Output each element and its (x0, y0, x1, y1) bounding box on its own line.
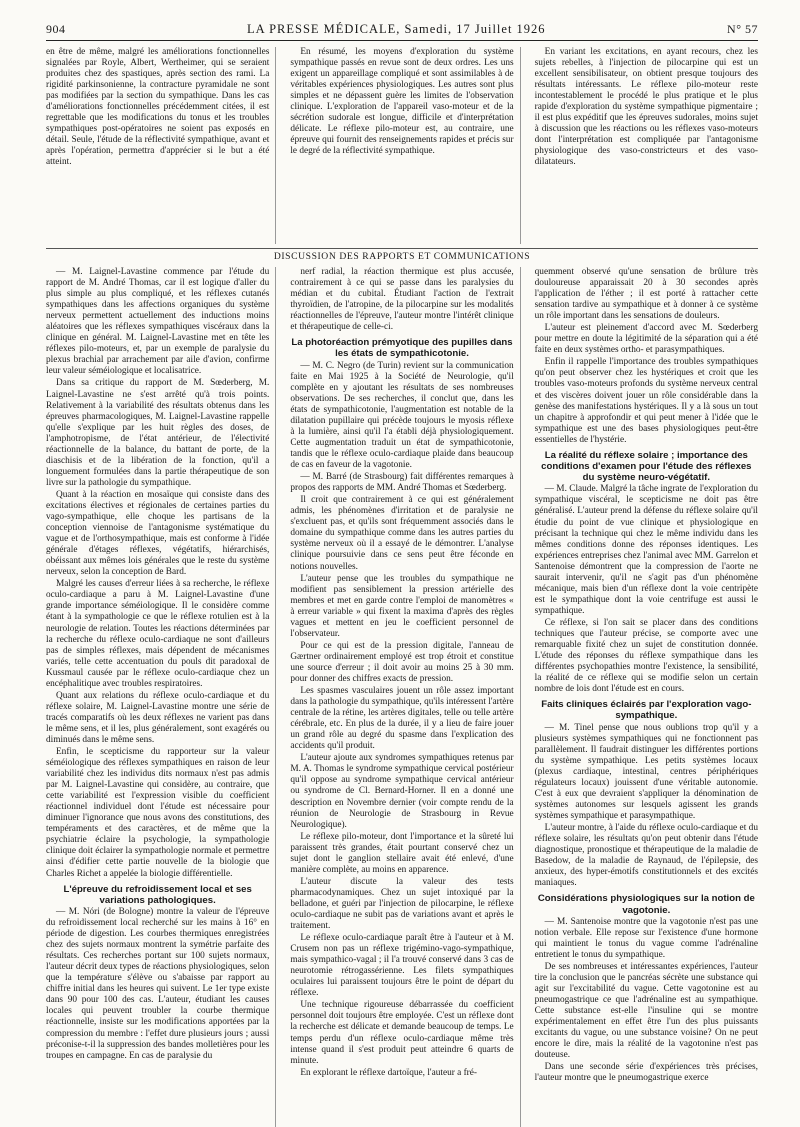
paragraph: — M. Tinel pense que nous oublions trop qu'il y a plusieurs systèmes sympathiques qui ne fonctionnent pas parallèlement. Il faudrait distinguer les différentes portions du système sympathique. Les petits systèmes locaux (plexus cardiaque, intestinal, centres périphériques régulateurs locaux) jouissent d'une véritable autonomie. C'est à eux que devraient s'appliquer la dénomination de systèmes autonomes sur lesquels agissent les grands systèmes sympathique et parasympathique. (534, 722, 758, 822)
paragraph: Malgré les causes d'erreur liées à sa recherche, le réflexe oculo-cardiaque a paru à M. Laignel-Lavastine d'une grande importance séméiologique. Il le considère comme étant à la sympathologie ce que le réflexe rotulien est à la neurologie de relation. Toutes les réactions déterminées par la recherche du réflexe oculo-cardiaque ne sont d'ailleurs pas de simples réflexes, mais dépendent de mécanismes variés, telle cette accentuation du pouls dit paradoxal de Kussmaul causée par le réflexe oculo-cardiaque chez un encéphalitique avec troubles respiratoires. (46, 579, 270, 689)
paragraph: Ce réflexe, si l'on sait se placer dans des conditions techniques que l'auteur précise, se comporte avec une remarquable fixité chez un sujet de constitution donnée. L'étude des réponses du réflexe sympathique dans les différentes psychopathies montre l'existence, la sensibilité, la réalité de ce réflexe qui se modifie selon un certain nombre de lois dont l'étude est en cours. (534, 617, 758, 695)
paragraph: En explorant le réflexe dartoïque, l'auteur a fré- (300, 1067, 478, 1078)
paragraph: Le réflexe pilo-moteur, dont l'importance et la sûreté lui paraissent très grandes, était pourtant conservé chez un sujet dont le ganglion stellaire avait été enlevé, d'une manière complète, au moins en apparence. (290, 831, 514, 875)
top-columns (46, 47, 758, 244)
paragraph: — M. Laignel-Lavastine commence par l'étude du rapport de M. André Thomas, car il est logique d'aller du plus simple au plus compliqué, et les réflexes cutanés sympathiques dans les affections organiques du système nerveux permettent actuellement des inductions moins aléatoires que les réflexes sympathiques viscéraux dans la clinique en général. M. Laignel-Lavastine met en tête les réflexes pilo-moteurs, et, par un exemple de paralysie du plexus brachial par arrachement par aile d'avion, confirme leur valeur séméiologique et localisatrice. (46, 267, 270, 377)
top-column-3 (535, 47, 758, 244)
paragraph: nerf radial, la réaction thermique est plus accusée, contrairement à ce qui se passe dans les paralysies du médian et du cubital. Étudiant l'action de l'extrait thyroïdien, de l'atropine, de la pilocarpine sur les modalités réactionnelles de l'épreuve, l'auteur montre l'intérêt clinique et thérapeutique de celle-ci. (290, 267, 514, 333)
paragraph: — M. Santenoise montre que la vagotonie n'est pas une notion verbale. Elle repose sur l'existence d'une hormone qui maintient le tonus du vague comme l'adrénaline entretient le tonus du sympathique. (534, 916, 758, 960)
paragraph: Pour ce qui est de la pression digitale, l'anneau de Gærtner ordinairement employé est trop étroit et constitue une source d'erreur ; il doit avoir au moins 25 à 30 mm. pour donner des chiffres exacts de pression. (290, 640, 514, 684)
paragraph: Il croit que contrairement à ce qui est généralement admis, les phénomènes d'irritation et de paralysie ne s'excluent pas, et qu'ils sont fréquemment associés dans le domaine du sympathique comme dans les autres parties du système nerveux où il a essayé de le démontrer. L'analyse clinique poursuivie dans ce sens peut être féconde en notions nouvelles. (290, 495, 514, 572)
discussion-column-3 (535, 267, 758, 1127)
top-column-1 (46, 47, 276, 244)
top-column-2 (290, 47, 520, 244)
journal-title: LA PRESSE MÉDICALE, Samedi, 17 Juillet 1926 (246, 22, 546, 36)
subsection-heading: Faits cliniques éclairés par l'exploration vago-sympathique. (541, 699, 752, 722)
paragraph: De ses nombreuses et intéressantes expériences, l'auteur tire la conclusion que le pancréas sécrète une substance qui agit sur l'excitabilité du vague. Cette vagotonine est au pneumogastrique ce que l'adrénaline est au sympathique. Cette substance est-elle l'insuline qui se montre expérimentalement en effet être l'un des plus puissants excitants du vague, ou une substance voisine? On ne peut encore le dire, mais la réalité de la vagotonine n'est pas douteuse. (534, 961, 758, 1061)
paragraph: L'auteur discute la valeur des tests pharmacodynamiques. Chez un sujet intoxiqué par la belladone, et guéri par l'injection de pilocarpine, le réflexe oculo-cardiaque ne subit pas de variations avant et après le traitement. (290, 876, 514, 932)
paragraph: Quant à la réaction en mosaïque qui consiste dans des excitations électives et régionales de certaines parties du vago-sympathique, elle choque les partisans de la conception viennoise de l'antagonisme systématique du vague et de l'orthosympathique, mais est conforme à l'idée générale d'étages réflexes, végétatifs, hiérarchisés, obéissant aux mêmes lois générales que le reste du système nerveux, selon la conception de Bard. (46, 489, 270, 578)
discussion-column-2 (290, 267, 520, 1127)
paragraph: quemment observé qu'une sensation de brûlure très douloureuse apparaissait 20 à 30 secondes après l'application de l'éther ; il est porté à rattacher cette sensation tardive au sympathique et à donner à ce système un rôle important dans les sensations de douleurs. (534, 267, 758, 322)
subsection-heading: La réalité du réflexe solaire ; importance des conditions d'examen pour l'étude des réflexes du système neuro-végétatif. (541, 449, 752, 484)
paragraph: En résumé, les moyens d'exploration du système sympathique passés en revue sont de deux ordres. Les uns exigent un appareillage compliqué et sont assimilables à de véritables expériences physiologiques. Les autres sont plus simples et ne dépassent guère les limites de l'observation clinique. L'exploration de l'appareil vaso-moteur et de la sécrétion sudorale est longue, difficile et d'interprétation délicate. Le réflexe pilo-moteur est, au contraire, une épreuve qui fournit des renseignements rapides et précis sur le degré de la réflectivité sympathique. (290, 47, 514, 157)
paragraph: L'auteur ajoute aux syndromes sympathiques retenus par M. A. Thomas le syndrome sympathique cervical postérieur qu'il oppose au syndrome sympathique cervical antérieur ou syndrome de Cl. Bernard-Horner. Il en a donné une description en Novembre dernier (voir compte rendu de la réunion de Neurologie de Strasbourg in Revue Neurologique). (290, 753, 514, 830)
section-title: DISCUSSION DES RAPPORTS ET COMMUNICATIONS (46, 248, 758, 262)
subsection-heading: L'épreuve du refroidissement local et ses variations pathologiques. (63, 883, 252, 906)
paragraph: — M. Nóri (de Bologne) montre la valeur de l'épreuve du refroidissement local recherché sur les mains à 16° en période de digestion. Les courbes thermiques enregistrées chez des sujets normaux montrent la symétrie parfaite des résultats. Ces recherches portant sur 100 sujets normaux, l'auteur décrit deux types de réactions physiologiques, selon que la température s'élève ou s'abaisse par rapport au chiffre initial dans les heures qui suivent. Le 1er type existe dans 90 pour 100 des cas. L'auteur, étudiant les causes locales qui peuvent troubler la courbe thermique réactionnelle, insiste sur les modifications apportées par la compression du membre : l'effet dure plusieurs jours ; aussi préconise-t-il la suppression des bandes molletières pour les troupes en campagne. En cas de paralysie du (46, 906, 270, 1061)
paragraph: Les spasmes vasculaires jouent un rôle assez important dans la pathologie du sympathique, qu'ils intéressent l'artère centrale de la rétine, les artères digitales, telle ou telle artère cérébrale, etc. En plus de la durée, il y a lieu de faire jouer un grand rôle au degré du spasme dans l'explication des accidents qu'il produit. (290, 686, 514, 752)
paragraph: Le réflexe oculo-cardiaque paraît être à l'auteur et à M. Crusem non pas un réflexe trigémino-vago-sympathique, mais sympathico-vagal ; il l'a trouvé conservé dans 3 cas de neurotomie rétrogassérienne. Les filets sympathiques oculaires lui paraissent toujours être le point de départ du réflexe. (290, 933, 514, 999)
paragraph: Dans une seconde série d'expériences très précises, l'auteur montre que le pneumogastrique exerce (534, 1062, 758, 1084)
paragraph: — M. Claude. Malgré la tâche ingrate de l'exploration du sympathique viscéral, le scepticisme ne doit pas être généralisé. L'auteur prend la défense du réflexe solaire qu'il étudie du point de vue clinique et physiologique en précisant la technique qui chez le même individu dans les mêmes conditions donne des réponses identiques. Les expériences entreprises chez l'animal avec MM. Garrelon et Santenoise démontrent que la compression de l'aorte ne saurait intervenir, qu'il ne s'agit pas d'un phénomène mécanique, mais bien d'un réflexe dont la voie centripète est le sympathique dont la voie centrifuge est aussi le sympathique. (534, 484, 758, 616)
subsection-heading: Considérations physiologiques sur la notion de vagotonie. (537, 893, 755, 916)
page-number: 904 (46, 22, 66, 36)
paragraph: L'auteur pense que les troubles du sympathique ne modifient pas sensiblement la pression artérielle des membres et met en garde contre l'emploi de manomètres « à erreur variable » qui fixent la maxima d'après des règles vagues et mettent en jeu le coefficient personnel de l'observateur. (290, 573, 514, 639)
paragraph: L'auteur est pleinement d'accord avec M. Sœderberg pour mettre en doute la légitimité de la séparation qui a été faite en deux systèmes ortho- et parasympathiques. (534, 323, 758, 356)
subsection-heading: La photoréaction prémyotique des pupilles dans les états de sympathicotonie. (291, 337, 513, 360)
running-header (46, 22, 758, 41)
paragraph: Enfin il rappelle l'importance des troubles sympathiques qu'on peut observer chez les hystériques et croit que les troubles vaso-moteurs profonds du système nerveux central et des viscères doivent jouer un rôle considérable dans la genèse des manifestations hystériques. Il y a là sous un tout un chapitre à approfondir et qui peut mener à l'idée que le sympathique est une des bases physiologiques peut-être essentielles de l'hystérie. (534, 357, 758, 445)
discussion-column-1 (46, 267, 276, 1127)
issue-number: N° 57 (727, 22, 758, 36)
paragraph: L'auteur montre, à l'aide du réflexe oculo-cardiaque et du réflexe solaire, les résultats qu'on peut obtenir dans l'étude diagnostique, pronostique et thérapeutique de la maladie de Basedow, de la maladie de Raynaud, de l'épilepsie, des anxieux, des hyper-émotifs constitutionnels et des excités maniaques. (534, 823, 758, 889)
paragraph: Enfin, le scepticisme du rapporteur sur la valeur séméiologique des réflexes sympathiques en raison de leur variabilité chez les individus dits normaux n'est pas admis par M. Laignel-Lavastine qui considère, au contraire, que cette variabilité est l'expression visible du coefficient réactionnel individuel dont l'étude est nécessaire pour diminuer l'ignorance que nous avons des constitutions, des tempéraments et des caractères, et de même que la psychiatrie éclaire la psychologie, la sympathologie clinique doit éclairer la sympathologie normale et permettre ainsi d'édifier cette partie nouvelle de la biologie que Charles Richet a appelée la biologie différentielle. (46, 747, 270, 879)
paragraph: — M. Barré (de Strasbourg) fait différentes remarques à propos des rapports de MM. André Thomas et Sœderberg. (290, 472, 514, 494)
paragraph: Quant aux relations du réflexe oculo-cardiaque et du réflexe solaire, M. Laignel-Lavastine montre une série de tracés comparatifs où les deux réflexes ne varient pas dans le même sens, et il les, plus généralement, sont exagérés ou diminués dans le même sens. (46, 690, 270, 745)
paragraph: en être de même, malgré les améliorations fonctionnelles signalées par Royle, Albert, Wertheimer, qui se seraient produites chez des spastiques, après section des rami. La rigidité parkinsonienne, la contracture pyramidale ne sont pas modifiées par la section du sympathique. Dans les cas d'améliorations fonctionnelles précédemment citées, il est regrettable que les modifications du tonus et les troubles sympathiques post-opératoires ne soient pas exposés en détail. Seule, l'étude de la réflectivité sympathique, avant et après l'opération, permettra d'apprécier si le but a été atteint. (46, 47, 270, 168)
paragraph: Une technique rigoureuse débarrassée du coefficient personnel doit toujours être employée. C'est un réflexe dont la recherche est délicate et demande beaucoup de temps. Le temps perdu d'un réflexe oculo-cardiaque même très intense quand il s'est produit peut atteindre 6 quarts de minute. (290, 1000, 514, 1066)
paragraph: En variant les excitations, en ayant recours, chez les sujets rebelles, à l'injection de pilocarpine qui est un excellent sensibilisateur, on obtient presque toujours des résultats intéressants. Le réflexe pilo-moteur reste incontestablement le procédé le plus pratique et le plus rapide d'exploration du système sympathique pigmentaire ; il est plus expéditif que les épreuves sudorales, moins sujet à discussion que les réactions ou les réflexes vaso-moteurs dont l'interprétation est compliquée par l'antagonisme physiologique des vaso-constricteurs et des vaso-dilatateurs. (534, 47, 758, 168)
paragraph: Dans sa critique du rapport de M. Sœderberg, M. Laignel-Lavastine ne s'est arrêté qu'à trois points. Relativement à la variabilité des résultats obtenus dans les épreuves pharmacologiques, M. Laignel-Lavastine rappelle qu'elle s'explique par les huit règles des doses, de l'amphotropisme, de l'état antérieur, de l'électivité réactionnelle de la balance, du battant de porte, de la diaschisis et de la libération de la fonction, qu'il a longuement formulées dans la partie thérapeutique de son livre sur la pathologie du sympathique. (46, 378, 270, 488)
discussion-columns (46, 267, 758, 1127)
paragraph: — M. C. Negro (de Turin) revient sur la communication faite en Mai 1925 à la Société de Neurologie, qu'il complète en y ajoutant les résultats de ses nombreuses observations. De ses recherches, il conclut que, dans les états de sympathicotonie, l'augmentation est notable de la dilatation pupillaire qui précède toujours le myosis réflexe à la lumière, ainsi qu'il l'a établi déjà physiologiquement. Cette augmentation traduit un état de sympathicotonie, tandis que le réflexe oculo-cardiaque plaide dans beaucoup de cas en faveur de la vagotonie. (290, 360, 514, 471)
